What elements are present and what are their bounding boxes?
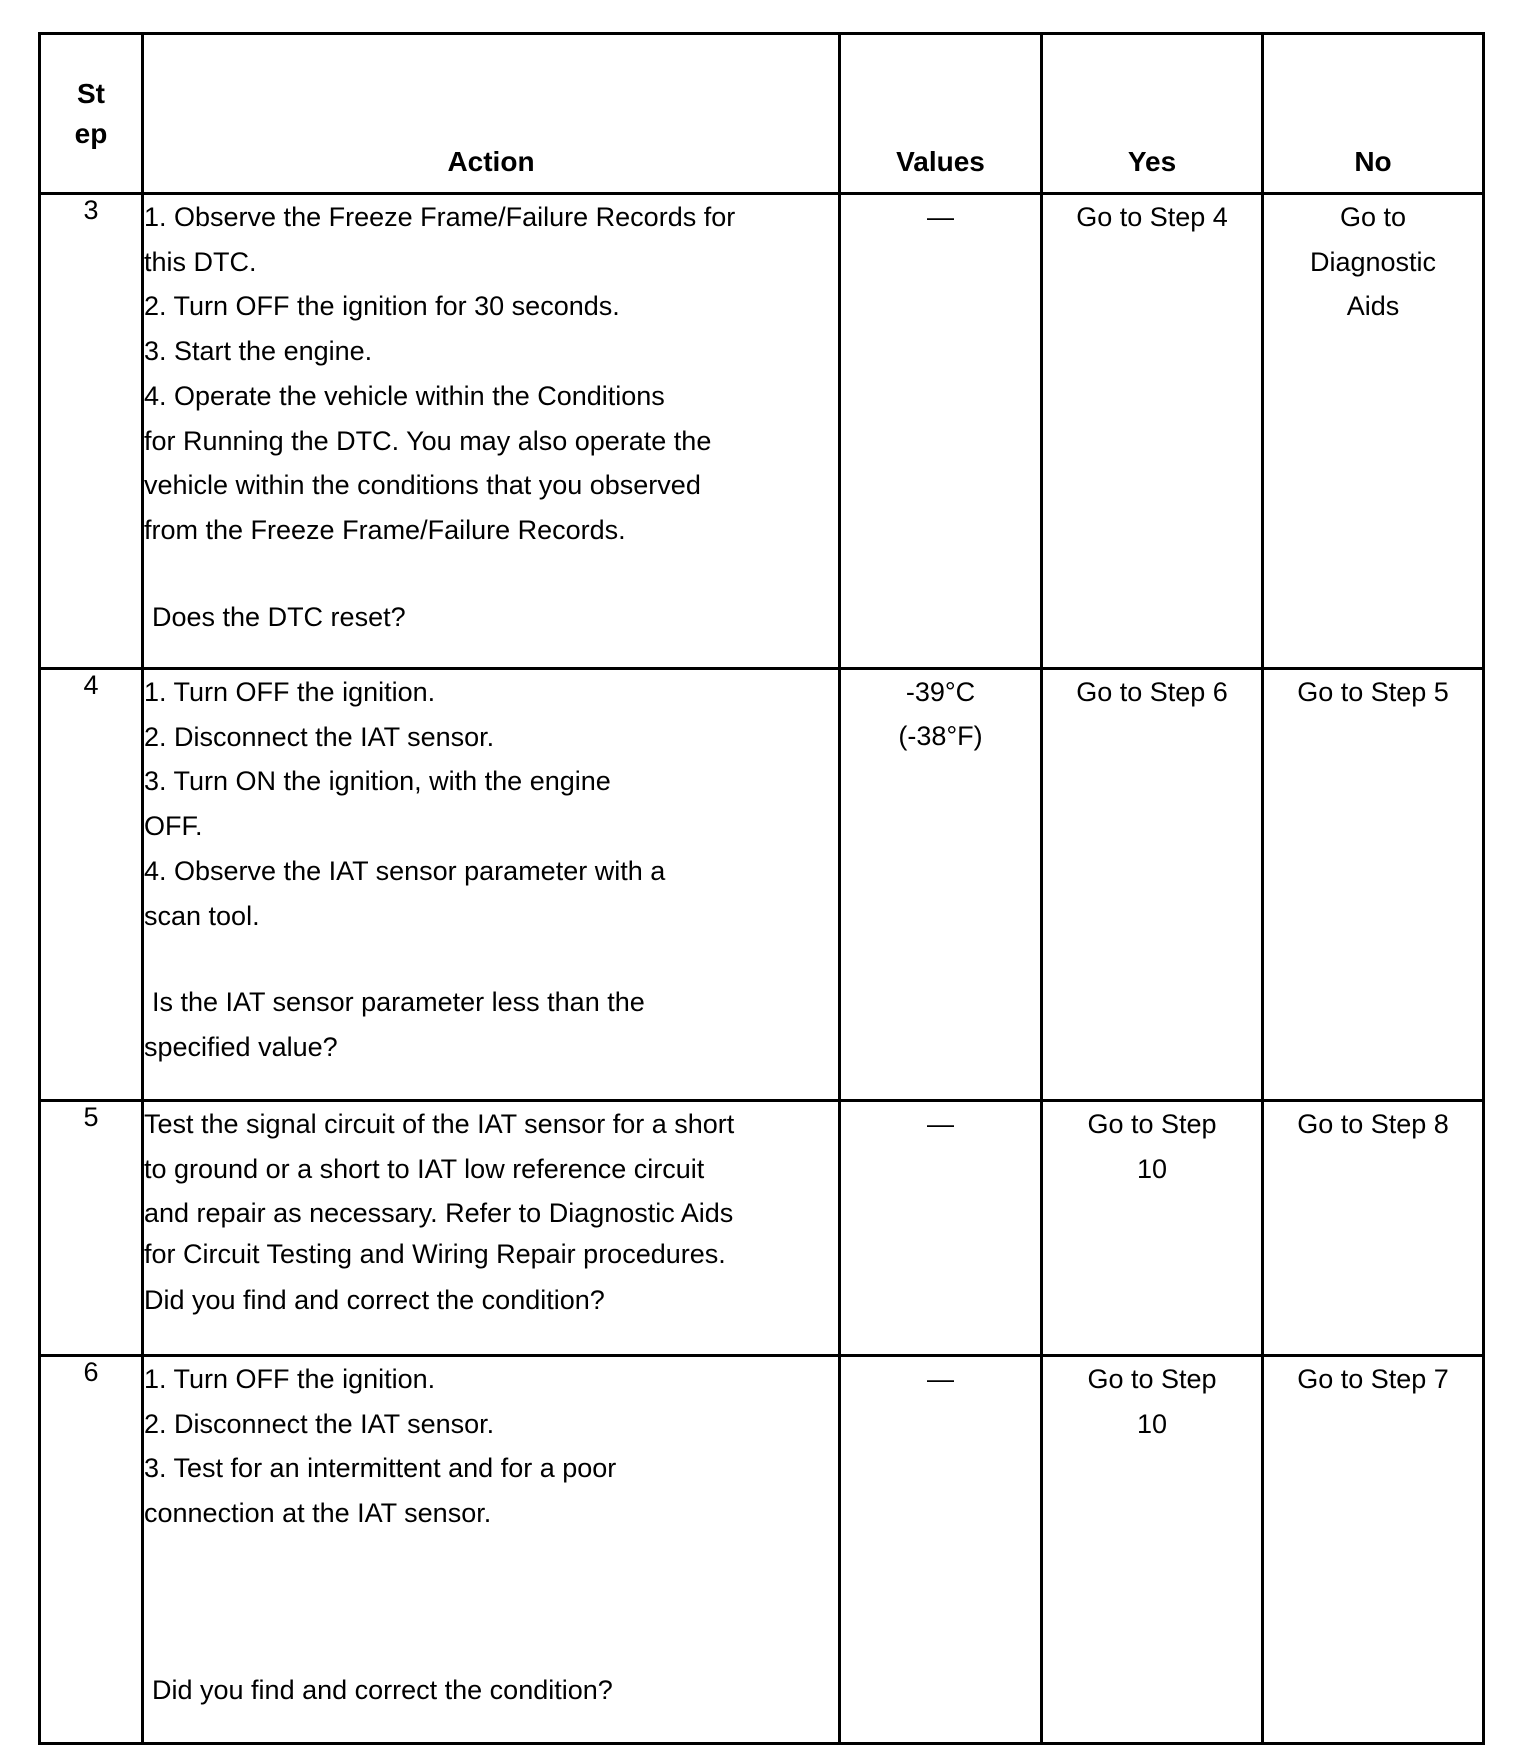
header-values: Values — [840, 34, 1042, 194]
yes-cell: Go to Step 6 — [1042, 669, 1263, 1101]
no-cell: Go to Step 8 — [1263, 1101, 1484, 1356]
header-row — [40, 34, 1484, 194]
value-cell: — — [840, 1101, 1042, 1356]
action-line: this DTC. — [144, 246, 257, 277]
action-text — [143, 1101, 840, 1356]
action-text — [143, 669, 840, 1101]
step-number: 4 — [40, 669, 143, 1101]
header-no: No — [1263, 34, 1484, 194]
action-line: 2. Turn OFF the ignition for 30 seconds. — [144, 291, 620, 322]
action-line: connection at the IAT sensor. — [144, 1498, 492, 1529]
action-line: 3. Start the engine. — [144, 336, 373, 367]
no-cell: Go to Step 5 — [1263, 669, 1484, 1101]
action-question: Does the DTC reset? — [152, 601, 406, 632]
value-cell: -39°C (-38°F) — [840, 669, 1042, 1101]
step-number: 3 — [40, 194, 143, 669]
action-line: OFF. — [144, 811, 203, 842]
table-row — [40, 1356, 1484, 1744]
yes-cell: Go to Step 10 — [1042, 1101, 1263, 1356]
action-text — [143, 194, 840, 669]
action-line: to ground or a short to IAT low reference circuit — [144, 1153, 705, 1184]
yes-cell: Go to Step 10 — [1042, 1356, 1263, 1744]
action-line: 3. Turn ON the ignition, with the engine — [144, 766, 611, 797]
step-number: 6 — [40, 1356, 143, 1744]
header-action: Action — [143, 34, 840, 194]
action-line: vehicle within the conditions that you observed — [144, 470, 701, 501]
table-row — [40, 669, 1484, 1101]
action-question: Is the IAT sensor parameter less than the — [152, 987, 645, 1018]
no-cell: Go to Diagnostic Aids — [1263, 194, 1484, 669]
action-line: 2. Disconnect the IAT sensor. — [144, 721, 495, 752]
action-line: 1. Observe the Freeze Frame/Failure Records for — [144, 202, 736, 232]
action-line: 4. Observe the IAT sensor parameter with a — [144, 855, 666, 886]
action-text — [143, 1356, 840, 1744]
table-row — [40, 1101, 1484, 1356]
action-line: 3. Test for an intermittent and for a poor — [144, 1453, 617, 1484]
action-line: for Running the DTC. You may also operate the — [144, 425, 712, 456]
action-line: Test the signal circuit of the IAT sensor for a short — [144, 1109, 735, 1139]
action-line: 1. Turn OFF the ignition. — [144, 677, 436, 707]
action-line: 2. Disconnect the IAT sensor. — [144, 1408, 495, 1439]
action-line: 1. Turn OFF the ignition. — [144, 1364, 436, 1394]
action-question: Did you find and correct the condition? — [144, 1285, 605, 1316]
diagnostic-table — [38, 32, 1485, 1745]
value-cell: — — [840, 1356, 1042, 1744]
action-line: scan tool. — [144, 900, 260, 931]
header-yes: Yes — [1042, 34, 1263, 194]
action-line: and repair as necessary. Refer to Diagnostic Aids — [144, 1198, 734, 1229]
header-step: St ep — [40, 34, 143, 194]
action-line: 4. Operate the vehicle within the Conditions — [144, 380, 665, 411]
value-cell: — — [840, 194, 1042, 669]
action-line: from the Freeze Frame/Failure Records. — [144, 514, 626, 545]
action-question: Did you find and correct the condition? — [152, 1674, 613, 1705]
action-question: specified value? — [144, 1031, 338, 1062]
table-row — [40, 194, 1484, 669]
yes-cell: Go to Step 4 — [1042, 194, 1263, 669]
action-line: for Circuit Testing and Wiring Repair procedures. — [144, 1239, 726, 1270]
no-cell: Go to Step 7 — [1263, 1356, 1484, 1744]
step-number: 5 — [40, 1101, 143, 1356]
